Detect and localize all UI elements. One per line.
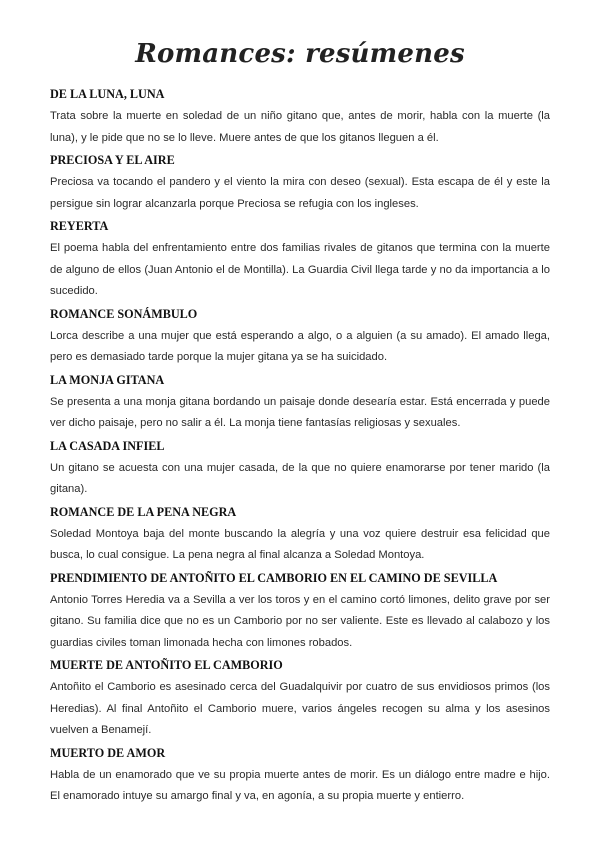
section-la-casada-infiel [50,438,550,501]
document-title: Romances: resúmenes [135,39,465,69]
section-heading: ROMANCE SONÁMBULO [50,306,198,321]
section-body: Preciosa va tocando el pandero y el viento la mira con deseo (sexual). Esta escapa de él y este la persigue sin lograr alcanzarla porque Preciosa se refugia con los ingleses. [50,176,550,210]
section-body: Antoñito el Camborio es asesinado cerca del Guadalquivir por cuatro de sus envidiosos primos (los Heredias). Al final Antoñito el Camborio muere, varios ángeles recogen su alma y los asesinos vuelven a Benamejí. [50,681,550,736]
section-body: Lorca describe a una mujer que está esperando a algo, o a alguien (a su amado). El amado llega, pero es demasiado tarde porque la mujer gitana ya se ha suicidado. [50,329,550,363]
section-body: Antonio Torres Heredia va a Sevilla a ver los toros y en el camino cortó limones, delito grave por ser gitano. Su familia dice que no es un Camborio por no ser valiente. Este es llevado al calabozo y los guardias civiles toman limonada hecha con limones robados. [50,593,550,649]
section-heading: LA CASADA INFIEL [50,438,165,453]
section-muerto-de-amor [50,745,550,808]
section-body: Se presenta a una monja gitana bordando un paisaje donde desearía estar. Está encerrada y puede ver dicho paisaje, pero no salir a él. La monja tiene fantasías religiosas y sexuales. [50,395,550,429]
section-body: Habla de un enamorado que ve su propia muerte antes de morir. Es un diálogo entre madre e hijo. El enamorado intuye su amargo final y va, en agonía, a su propia muerte y entierro. [50,768,550,802]
section-body: Un gitano se acuesta con una mujer casada, de la que no quiere enamorarse por tener marido (la gitana). [50,461,550,495]
section-muerte-de-antonito [50,657,550,742]
section-heading: LA MONJA GITANA [50,372,165,387]
section-heading: PRENDIMIENTO DE ANTOÑITO EL CAMBORIO EN EL CAMINO DE SEVILLA [50,570,498,585]
section-romance-sonambulo [50,306,550,369]
section-prendimiento-de-antonito [50,570,550,655]
section-preciosa-y-el-aire [50,152,550,215]
section-body: Soledad Montoya baja del monte buscando la alegría y una voz quiere destruir esa felicidad que busca, lo cual consigue. La pena negra al final alcanza a Soledad Montoya. [50,527,550,561]
section-body: Trata sobre la muerte en soledad de un niño gitano que, antes de morir, habla con la muerte (la luna), y le pide que no se lo lleve. Muere antes de que los gitanos lleguen a él. [50,110,550,144]
section-heading: PRECIOSA Y EL AIRE [50,153,175,167]
section-heading: MUERTE DE ANTOÑITO EL CAMBORIO [50,658,283,672]
section-heading: ROMANCE DE LA PENA NEGRA [50,504,237,519]
section-romance-de-la-pena-negra [50,504,550,567]
section-heading: REYERTA [50,219,109,233]
section-body: El poema habla del enfrentamiento entre dos familias rivales de gitanos que termina con la muerte de alguno de ellos (Juan Antonio el de Montilla). La Guardia Civil llega tarde y no da importancia a lo sucedido. [50,242,550,297]
section-de-la-luna-luna [50,86,550,149]
section-heading: DE LA LUNA, LUNA [50,87,165,101]
section-la-monja-gitana [50,372,550,435]
section-heading: MUERTO DE AMOR [50,745,166,760]
section-reyerta [50,218,550,303]
